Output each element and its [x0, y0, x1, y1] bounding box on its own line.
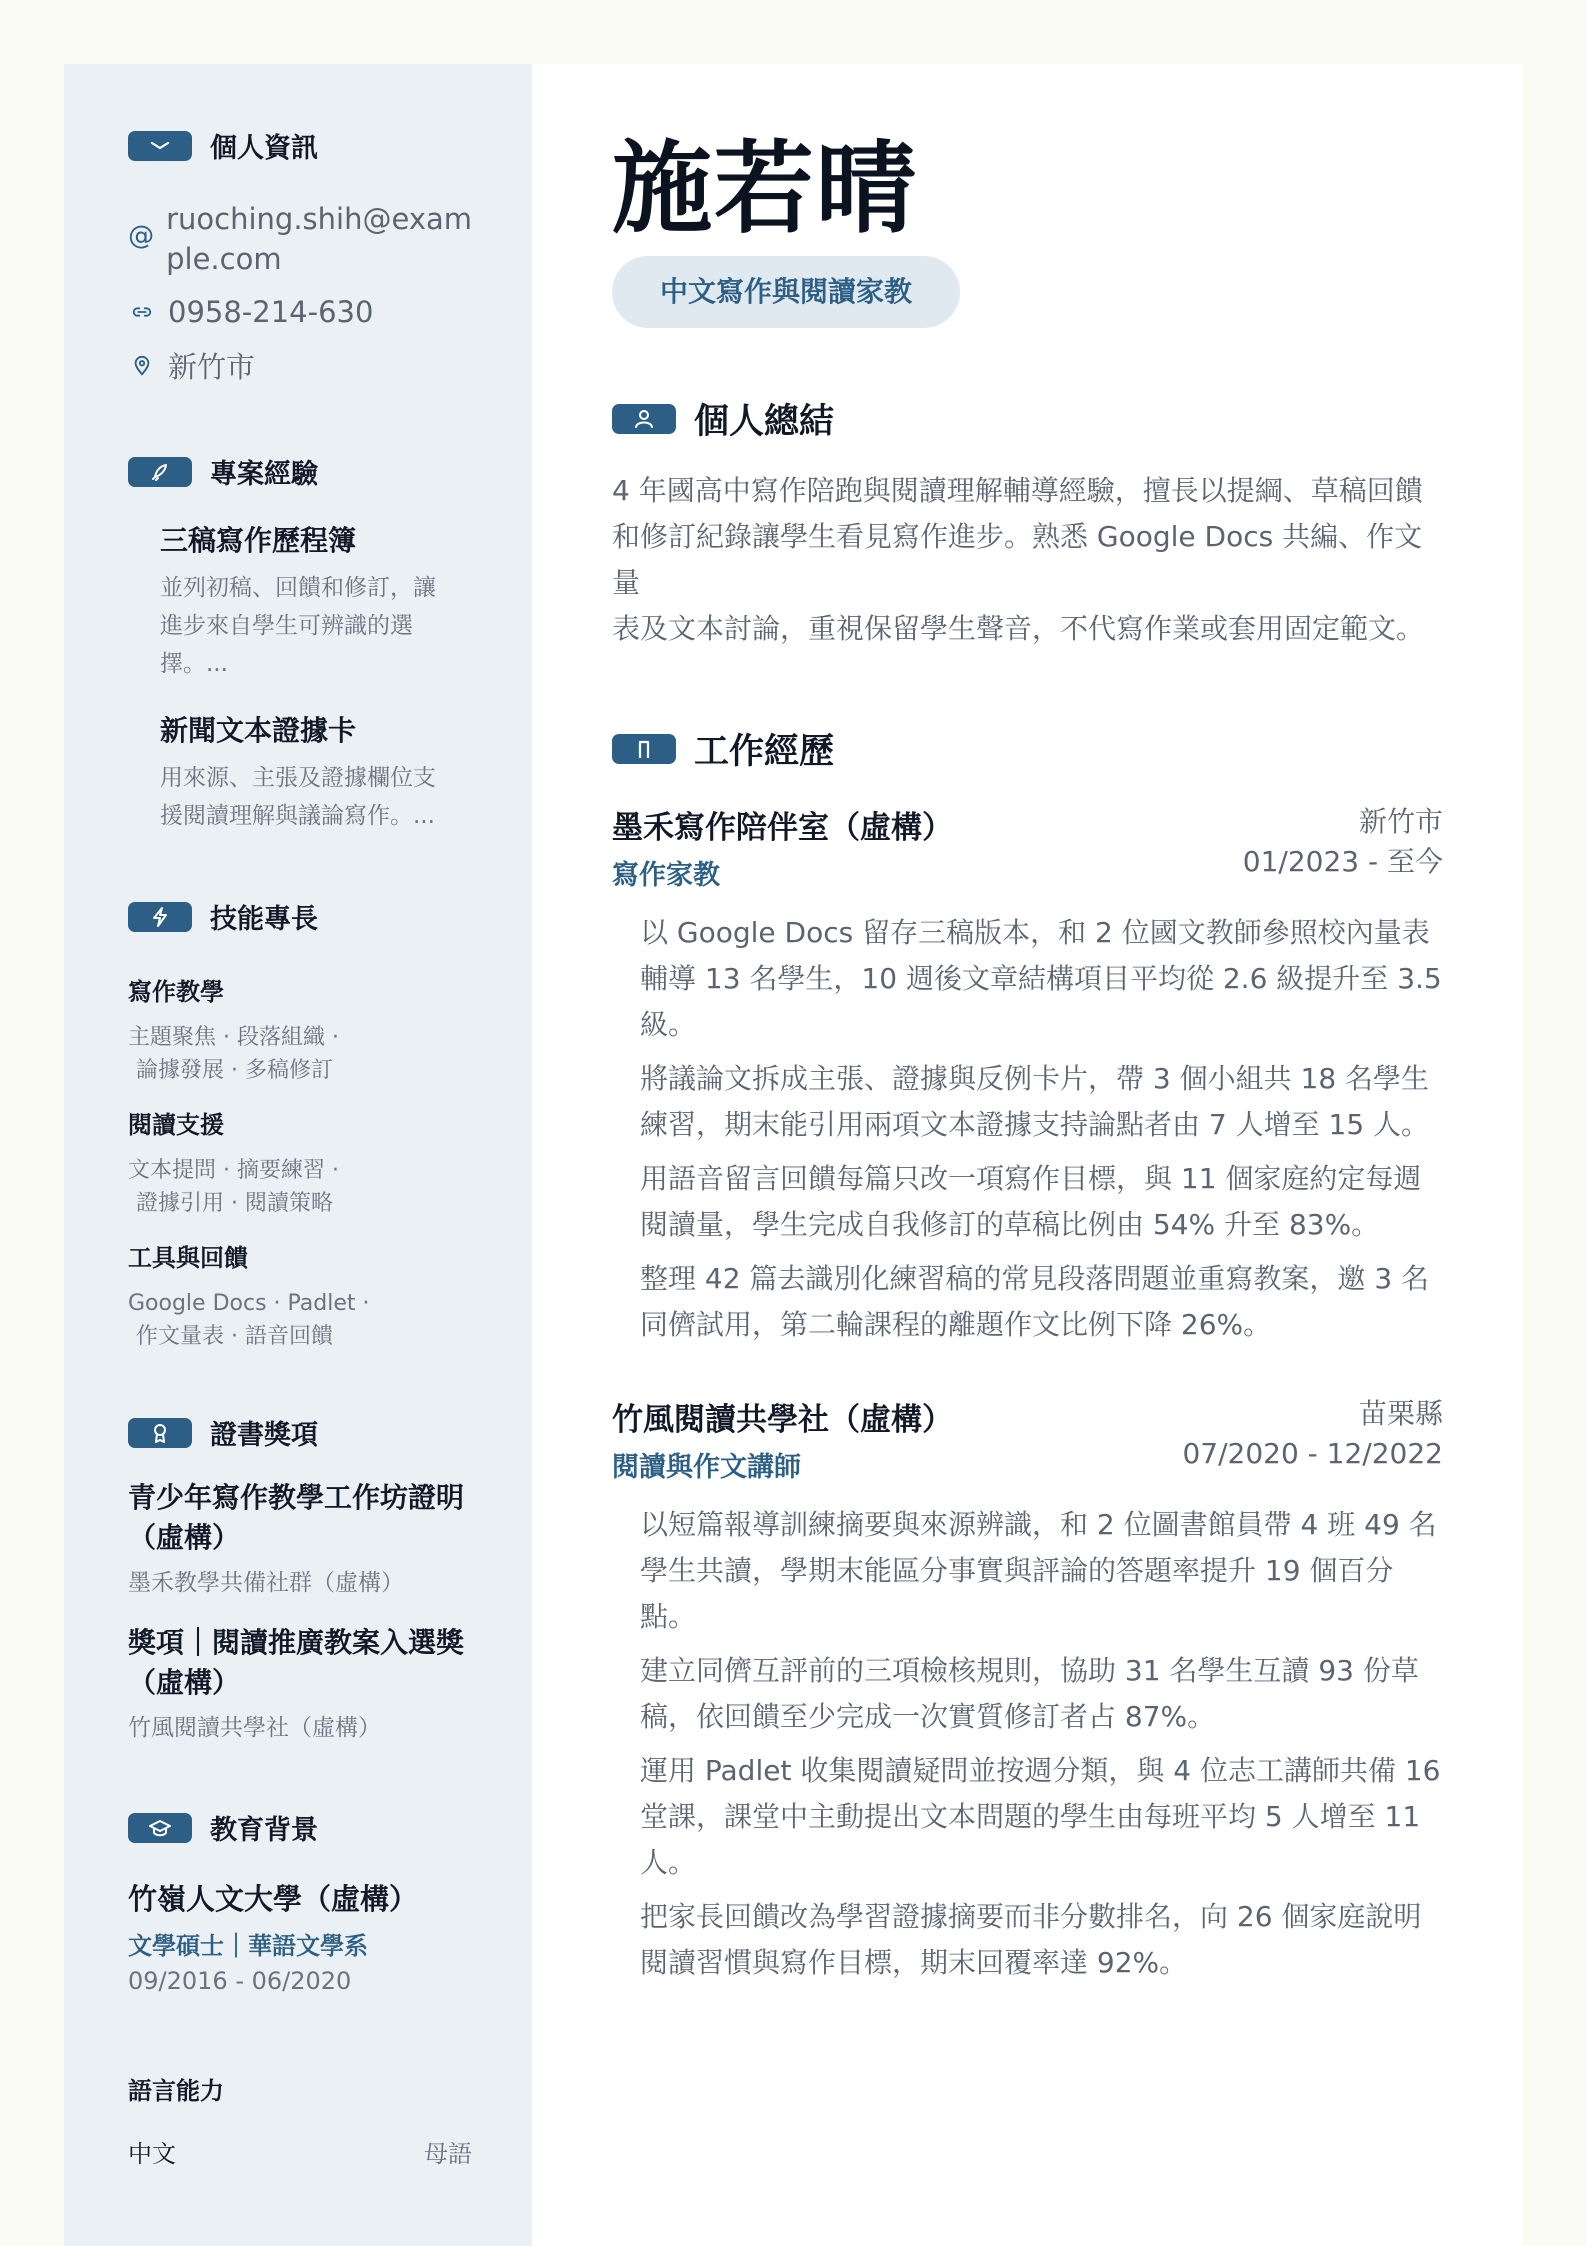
cert-item [128, 1478, 472, 1597]
job-company: 竹風閱讀共學社（虛構） [612, 1402, 953, 1438]
cert-title-line: （虛構） [128, 1521, 241, 1554]
cert-org: 竹風閱讀共學社（虛構） [128, 1715, 381, 1741]
job-header [612, 1394, 1443, 1484]
rocket-icon [128, 457, 192, 487]
job-bullet [640, 1502, 1443, 1640]
bullet-line: 級。 [640, 1008, 697, 1041]
envelope-icon [128, 131, 192, 161]
graduation-cap-icon [128, 1813, 192, 1843]
cert-title-line: 青少年寫作教學工作坊證明 [128, 1481, 465, 1514]
project-desc-line: 進步來自學生可辨識的選 [160, 613, 413, 639]
summary-line: 表及文本討論，重視保留學生聲音，不代寫作業或套用固定範文。 [612, 612, 1425, 645]
skill-items-line: 主題聚焦 · 段落組織 · [128, 1025, 339, 1050]
project-item [128, 519, 472, 683]
education-item [128, 1877, 472, 1995]
skill-items-line: 論據發展 · 多稿修訂 [136, 1058, 333, 1083]
cert-org: 墨禾教學共備社群（虛構） [128, 1570, 404, 1596]
skills-title: 技能專長 [210, 904, 318, 935]
bullet-line: 輔導 13 名學生，10 週後文章結構項目平均從 2.6 級提升至 3.5 [640, 962, 1442, 995]
link-icon [128, 301, 156, 323]
lightning-icon [128, 902, 192, 932]
skills-header [128, 897, 472, 936]
job-bullet [640, 1056, 1443, 1148]
edu-dates: 09/2016 - 06/2020 [128, 1967, 352, 1995]
language-name: 中文 [128, 2140, 176, 2168]
project-desc-line: 援閱讀理解與議論寫作。... [160, 803, 435, 829]
summary-line: 4 年國高中寫作陪跑與閱讀理解輔導經驗，擅長以提綱、草稿回饋 [612, 474, 1423, 507]
summary-line: 和修訂紀錄讓學生看見寫作進步。熟悉 Google Docs 共編、作文量 [612, 520, 1423, 599]
project-desc-line: 擇。... [160, 651, 228, 677]
at-icon: @ [128, 221, 155, 251]
summary-text [612, 468, 1443, 652]
contact-location [128, 345, 472, 386]
projects-header [128, 452, 472, 491]
skill-group [128, 1238, 472, 1353]
role-badge: 中文寫作與閱讀家教 [612, 256, 960, 328]
edu-degree: 文學碩士｜華語文學系 [128, 1932, 368, 1960]
phone-text: 0958-214-630 [168, 295, 374, 329]
experience-header [612, 724, 1443, 774]
skill-category: 寫作教學 [128, 978, 224, 1006]
project-item [128, 709, 472, 835]
cert-title-line: （虛構） [128, 1666, 241, 1699]
job-header [612, 802, 1443, 892]
bullet-line: 閱讀量，學生完成自我修訂的草稿比例由 54% 升至 83%。 [640, 1208, 1380, 1241]
job-bullet [640, 1894, 1443, 1986]
bullet-line: 練習，期末能引用兩項文本證據支持論點者由 7 人增至 15 人。 [640, 1108, 1430, 1141]
skill-group [128, 972, 472, 1087]
resume-page [64, 64, 1523, 2246]
email-line-2: ple.com [166, 242, 282, 276]
skill-items-line: 證據引用 · 閱讀策略 [136, 1191, 333, 1216]
skill-items-line: 作文量表 · 語音回饋 [136, 1324, 333, 1349]
job-dates: 07/2020 - 12/2022 [1182, 1437, 1443, 1470]
bullet-line: 建立同儕互評前的三項檢核規則，協助 31 名學生互讀 93 份草 [640, 1654, 1419, 1687]
cert-title-line: 獎項｜閱讀推廣教案入選獎 [128, 1626, 465, 1659]
project-desc-line: 用來源、主張及證據欄位支 [160, 765, 436, 791]
languages-title: 語言能力 [128, 2077, 224, 2105]
education-header [128, 1808, 472, 1847]
contact-email[interactable] [128, 199, 472, 279]
job-company: 墨禾寫作陪伴室（虛構） [612, 810, 953, 846]
bullet-line: 運用 Padlet 收集閱讀疑問並按週分類，與 4 位志工講師共備 16 [640, 1754, 1441, 1787]
bullet-line: 點。 [640, 1600, 697, 1633]
personal-info-title: 個人資訊 [210, 133, 318, 164]
cert-item [128, 1623, 472, 1742]
main-content [532, 64, 1523, 2246]
education-title: 教育背景 [210, 1815, 318, 1846]
personal-info-header [128, 126, 472, 165]
summary-header [612, 394, 1443, 444]
certs-header [128, 1413, 472, 1452]
project-title: 三稿寫作歷程簿 [160, 524, 357, 557]
job-location: 苗栗縣 [1358, 1397, 1443, 1430]
skill-category: 閱讀支援 [128, 1111, 224, 1139]
bullet-line: 同儕試用，第二輪課程的離題作文比例下降 26%。 [640, 1308, 1272, 1341]
language-row [128, 2134, 472, 2169]
projects-title: 專案經驗 [210, 459, 318, 490]
job-bullet [640, 1156, 1443, 1248]
bullet-line: 閱讀習慣與寫作目標，期末回覆率達 92%。 [640, 1946, 1188, 1979]
candidate-name: 施若晴 [612, 130, 918, 247]
job-entry [612, 802, 1443, 1348]
job-bullet [640, 1648, 1443, 1740]
project-title: 新聞文本證據卡 [160, 714, 357, 747]
experience-title: 工作經歷 [694, 732, 835, 772]
sidebar [64, 64, 532, 2246]
location-text: 新竹市 [168, 350, 256, 384]
skill-items-line: Google Docs · Padlet · [128, 1291, 370, 1316]
job-dates: 01/2023 - 至今 [1242, 845, 1443, 878]
job-bullets [612, 1502, 1443, 1986]
skill-category: 工具與回饋 [128, 1244, 248, 1272]
skill-items-line: 文本提問 · 摘要練習 · [128, 1158, 339, 1183]
job-location: 新竹市 [1358, 805, 1443, 838]
bullet-line: 稿，依回饋至少完成一次實質修訂者占 87%。 [640, 1700, 1216, 1733]
skill-group [128, 1105, 472, 1220]
summary-title: 個人總結 [694, 402, 835, 442]
job-role: 閱讀與作文講師 [612, 1452, 801, 1483]
job-bullets [612, 910, 1443, 1348]
email-line-1: ruoching.shih@exam [166, 202, 472, 236]
bullet-line: 把家長回饋改為學習證據摘要而非分數排名，向 26 個家庭說明 [640, 1900, 1422, 1933]
bullet-line: 將議論文拆成主張、證據與反例卡片，帶 3 個小組共 18 名學生 [640, 1062, 1430, 1095]
bullet-line: 以 Google Docs 留存三稿版本，和 2 位國文教師參照校內量表 [640, 916, 1430, 949]
certs-title: 證書獎項 [210, 1420, 318, 1451]
bullet-line: 學生共讀，學期末能區分事實與評論的答題率提升 19 個百分 [640, 1554, 1394, 1587]
edu-school: 竹嶺人文大學（虛構） [128, 1882, 419, 1916]
project-desc-line: 並列初稿、回饋和修訂，讓 [160, 575, 436, 601]
bullet-line: 堂課，課堂中主動提出文本問題的學生由每班平均 5 人增至 11 [640, 1800, 1421, 1833]
job-role: 寫作家教 [612, 860, 720, 891]
job-bullet [640, 1748, 1443, 1886]
bullet-line: 以短篇報導訓練摘要與來源辨識，和 2 位圖書館員帶 4 班 49 名 [640, 1508, 1437, 1541]
person-icon [612, 404, 676, 434]
bullet-line: 整理 42 篇去識別化練習稿的常見段落問題並重寫教案，邀 3 名 [640, 1262, 1430, 1295]
language-level: 母語 [424, 2140, 472, 2168]
bullet-line: 人。 [640, 1846, 697, 1879]
bullet-line: 用語音留言回饋每篇只改一項寫作目標，與 11 個家庭約定每週 [640, 1162, 1422, 1195]
job-bullet [640, 910, 1443, 1048]
job-bullet [640, 1256, 1443, 1348]
contact-phone[interactable] [128, 295, 472, 329]
location-pin-icon [128, 355, 156, 377]
briefcase-icon [612, 734, 676, 764]
award-icon [128, 1418, 192, 1448]
job-entry [612, 1394, 1443, 1986]
